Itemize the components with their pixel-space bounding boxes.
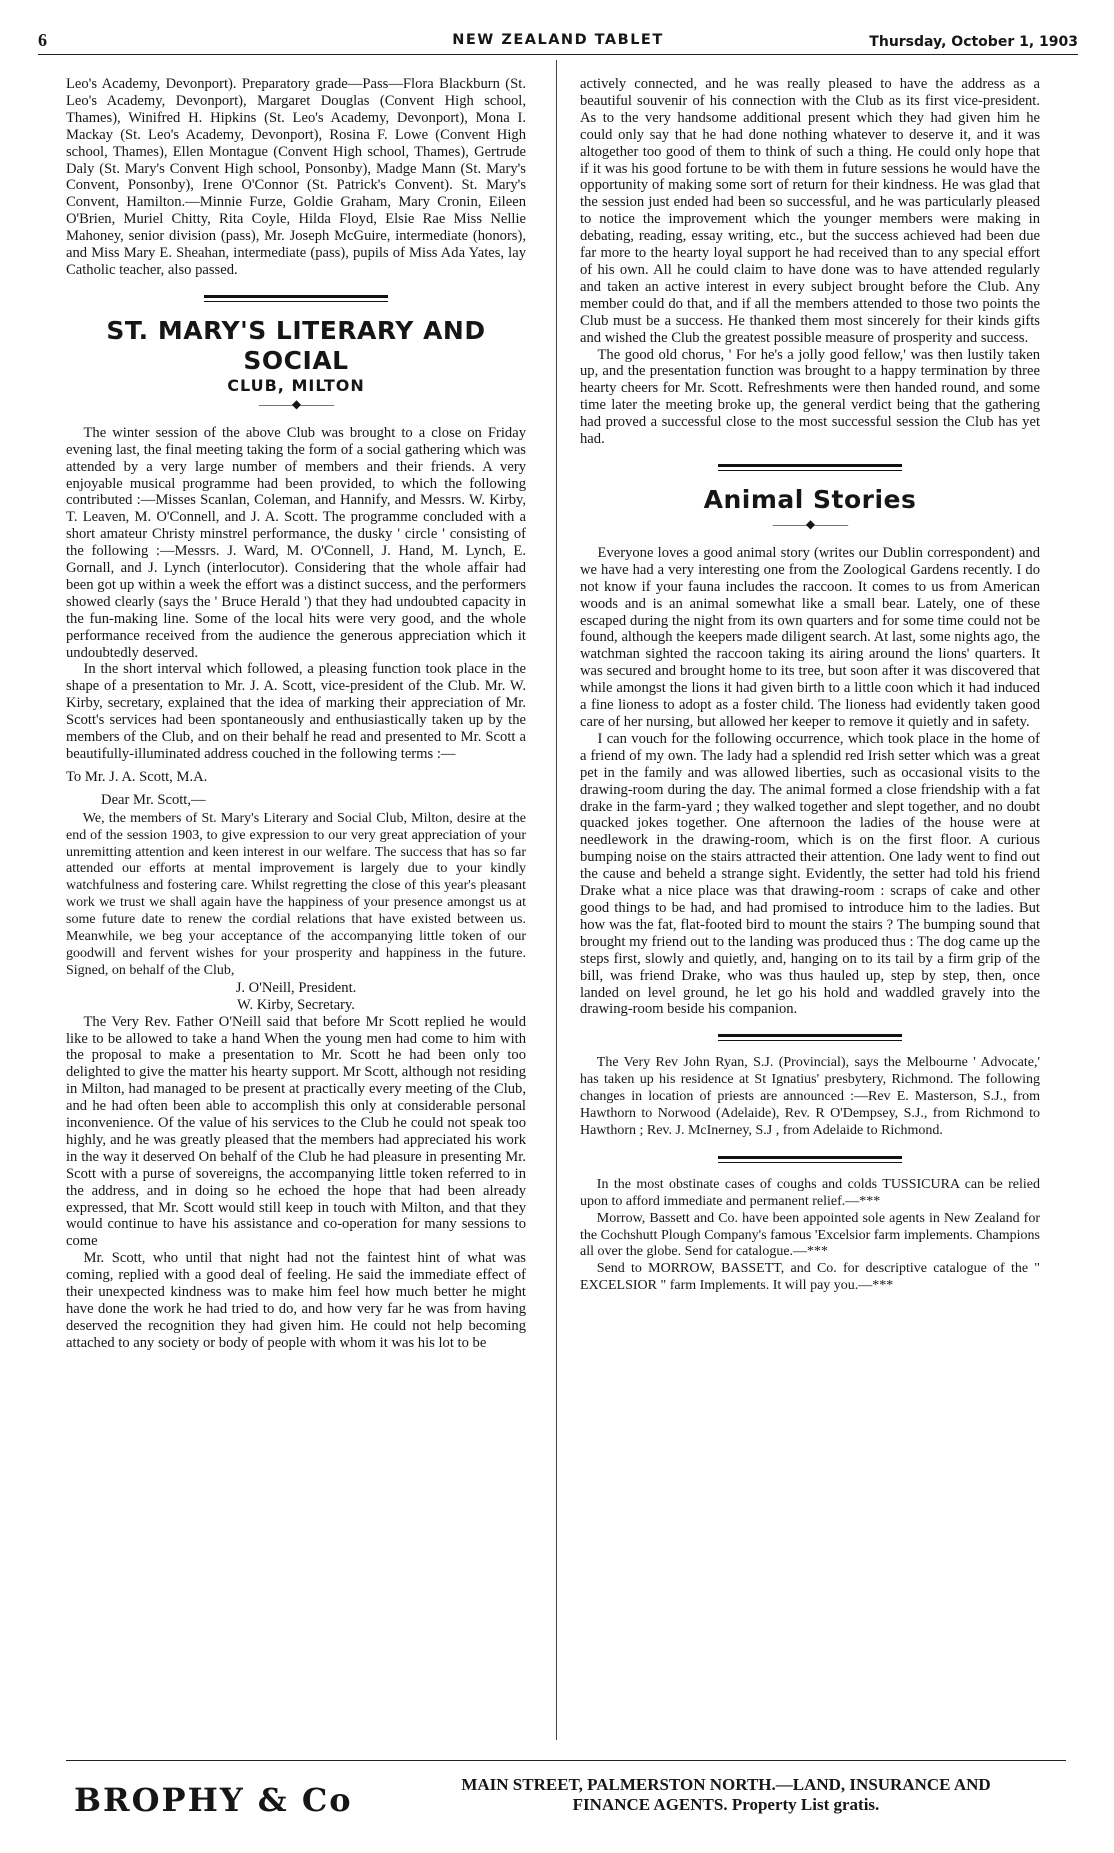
article-paragraph: Everyone loves a good animal story (writes our Dublin correspondent) and we have had a very interesting one from the Zoological Gardens recently. I do not know if your fauna includes the raccoon. It comes to us from American woods and is an animal somewhat like a small bear. Lately, one of these escaped during the night from its own quarters and for some time could not be found, although the keepers made diligent search. At last, some nights ago, the watchman sighted the raccoon taking its airing around the lions' quarters. It was secured and brought home to its tree, but soon after it was discovered that while amongst the lions it had given birth to a little coon which it had induced a fine lioness to adopt as a foster child. The lioness had evidently taken good care of her nursing, but allowed her keeper to remove it quietly and in safety. [580,544,1040,730]
section-separator [718,1034,902,1041]
address-body: We, the members of St. Mary's Literary and Social Club, Milton, desire at the end of the session 1903, to give expression to our very great appreciation of your unremitting attention and keen interest in our welfare. The success that has so far attended our efforts at mental improvement is largely due to your kindly watchfulness and fostering care. Whilst regretting the close of this year's pleasant work we trust we shall again have the happiness of your presence amongst us at some future date to renew the cordial relations that have existed between us. Meanwhile, we beg your acceptance of the accompanying little token of our goodwill and fervent wishes for your prosperity and happiness in the future. Signed, on behalf of the Club, [66,810,526,978]
section-separator [718,464,902,471]
article-paragraph: I can vouch for the following occurrence, which took place in the home of a friend of my own. The lady had a splendid red Irish setter which was a great pet in the family and was allowed liberties, such as occasional visits to the drawing-room during the day. The animal formed a close friendship with a fat drake in the farm-yard ; they walked together and slept together, and no doubt quacked jokes together. One afternoon the ladies of the house were at needlework in the drawing-room, which is on the first floor. A curious bumping noise on the stairs attracted their attention. One lady went to find out the cause and beheld a strange sight. Evidently, the setter had told his friend Drake what a nice place was that drawing-room : scraps of cake and other good things to be had, and had promised to introduce him to the ladies. But how was the fat, flat-footed bird to mount the stairs ? The bumping sound that brought my friend out to the landing was produced thus : The dog came up the steps first, slowly and quietly, and, hanging on to its tail by a firm grip of the bill, was friend Drake, who was thus hauled up, step by step, then, once landed on level ground, he let go his hold and waddled gravely into the drawing-room beside his companion. [580,730,1040,1018]
advertisement-text [386,1775,1066,1815]
section-separator [204,295,388,302]
footer-advertisement [66,1760,1066,1821]
article-heading: ST. MARY'S LITERARY AND SOCIAL [106,315,486,375]
heading-ornament: ———◆——— [258,396,334,411]
issue-date: Thursday, October 1, 1903 [869,34,1078,50]
article-paragraph: actively connected, and he was really pleased to have the address as a beautiful souvenir of his connection with the Club as its first vice-president. As to the very handsome additional present which they had given him he could only say that he had done nothing whatever to deserve it, and it was altogether too good of them to think of such a thing. He could only hope that if it was his good fortune to be with them in future sessions he would have the opportunity of making some sort of return for their kindness. He was glad that the session just ended had been so successful, and he was particularly pleased to notice the improvement which the younger members were making in debating, reading, essay writing, etc., but the success achieved had been due far more to the hearty loyal support he had received than to any special effort of his own. All he could claim to have done was to have attended regularly and taken an active interest in every subject brought before the Club. Any member could do that, and if all the members attended to those two points the Club must be a success. He thanked them most sincerely for their kinds gifts and wished the Club the greatest possible measure of prosperity and success. [580,76,1040,346]
advertisement-line: MAIN STREET, PALMERSTON NORTH.—LAND, INSURANCE AND [461,1775,991,1794]
section-separator [718,1156,902,1163]
article-paragraph: The Very Rev. Father O'Neill said that before Mr Scott replied he would like to be allowed to take a hand When the young men had come to him with the proposal to make a presentation to Mr. Scott he had been only too delighted to give the matter his hearty support. Mr Scott, although not residing in Milton, had managed to be present at practically every meeting of the Club, and he had often been able to accomplish this only at considerable personal inconvenience. Of the value of his services to the Club he could not speak too highly, and he was greatly pleased that the members had appreciated his work in the way it deserved On behalf of the Club he had pleasure in presenting Mr. Scott with a purse of sovereigns, the accompanying little token referred to in the address, and in doing so he echoed the hope that had been already expressed, that Mr. Scott would still keep in touch with Milton, and that they would continue to have his assistance and co-operation for many sessions to come [66,1013,526,1250]
article-paragraph: In the short interval which followed, a pleasing function took place in the shape of a presentation to Mr. J. A. Scott, vice-president of the Club. Mr. W. Kirby, secretary, explained that the idea of marking their appreciation of Mr. Scott's services had been spontaneously and enthusiastically taken up by the members of the Club, and on their behalf he read and presented to Mr. Scott a beautifully-illuminated address couched in the following terms :— [66,661,526,762]
advertiser-brand: BROPHY & Co [74,1781,353,1819]
column-divider [556,60,557,1740]
heading-ornament: ———◆——— [772,516,848,531]
newspaper-title: NEW ZEALAND TABLET [452,32,664,48]
signature-secretary: W. Kirby, Secretary. [237,996,355,1013]
advertisement-line: FINANCE AGENTS. Property List gratis. [572,1795,880,1814]
exam-results-continuation: Leo's Academy, Devonport). Preparatory grade—Pass—Flora Blackburn (St. Leo's Academy, Devonport), Margaret Douglas (Convent High school, Thames), Winifred H. Hipkins (St. Leo's Academy, Devonport), Mona I. Mackay (St. Leo's Academy, Devonport), Rosina F. Lowe (Convent High school, Thames), Ellen Montague (Convent High school, Thames), Gertrude Daly (St. Mary's Convent High school, Ponsonby), Madge Mann (St. Mary's Convent, Ponsonby), Irene O'Connor (St. Patrick's Convent). St. Mary's Convent, Hamilton.—Minnie Furze, Goldie Graham, Mary Cronin, Eileen O'Brien, Muriel Chitty, Rita Coyle, Hilda Floyd, Elsie Rae Miss Nellie Mahoney, senior division (pass), Mr. Joseph McGuire, intermediate (honors), and Miss Mary E. Sheahan, intermediate (pass), pupils of Miss Ada Yates, lay Catholic teacher, also passed. [66,76,526,278]
article-paragraph: The good old chorus, ' For he's a jolly good fellow,' was then lustily taken up, and the presentation function was brought to a happy termination by three hearty cheers for Mr. Scott. Refreshments were then handed round, and some time later the meeting broke up, the general verdict being that the gathering had proved a successful close to the most successful session the Club has yet had. [580,346,1040,448]
article-subheading: CLUB, MILTON [227,375,365,395]
page-header [38,30,1078,55]
news-item: The Very Rev John Ryan, S.J. (Provincial), says the Melbourne ' Advocate,' has taken up his residence at St Ignatius' presbytery, Richmond. The following changes in location of priests are announced :—Rev E. Masterson, S.J., from Hawthorn to Norwood (Adelaide), Rev. R O'Dempsey, S.J., from Richmond to Hawthorn ; Rev. J. McInerney, S.J , from Adelaide to Richmond. [580,1055,1040,1138]
article-heading: Animal Stories [703,484,917,514]
address-recipient: To Mr. J. A. Scott, M.A. [66,768,208,785]
advertisement-notice: Send to MORROW, BASSETT, and Co. for descriptive catalogue of the " EXCELSIOR " farm Implements. It will pay you.—*** [580,1261,1040,1294]
article-paragraph: The winter session of the above Club was brought to a close on Friday evening last, the final meeting taking the form of a social gathering which was attended by a very large number of members and their friends. A very enjoyable musical programme had been provided, to which the following contributed :—Misses Scanlan, Coleman, and Hannify, and Messrs. W. Kirby, T. Leaven, M. O'Connell, and J. A. Scott. The programme concluded with a short amateur Christy minstrel performance, the dusky ' circle ' consisting of the following :—Messrs. J. Ward, M. O'Connell, J. Hand, M. Lynch, E. Gornall, and J. Lynch (interlocutor). Considering that the whole affair had been got up within a week the effort was a distinct success, and the performers showed clearly (says the ' Bruce Herald ') that they had undoubted capacity in the fun-making line. Some of the local hits were very good, and the whole performance received from the audience the generous appreciation which it undoubtedly deserved. [66,424,526,661]
advertisement-notice: In the most obstinate cases of coughs and colds TUSSICURA can be relied upon to afford immediate and permanent relief.—*** [580,1176,1040,1209]
advertisement-notice: Morrow, Bassett and Co. have been appointed sole agents in New Zealand for the Cochshutt Plough Company's famous 'Excelsior farm implements. Champions all over the globe. Send for catalogue.—*** [580,1210,1040,1260]
article-paragraph: Mr. Scott, who until that night had not the faintest hint of what was coming, replied with a good deal of feeling. He said the immediate effect of their unexpected kindness was to make him feel how much better he might have done the work he had tried to do, and how very far he was from having deserved the recognition they had given him. He could not help becoming attached to any society or body of people with whom it was his lot to be [66,1250,526,1351]
left-column [66,76,526,1352]
address-salutation: Dear Mr. Scott,— [101,791,206,808]
page-number: 6 [38,30,47,50]
right-column [580,76,1040,1295]
signature-president: J. O'Neill, President. [235,979,357,996]
